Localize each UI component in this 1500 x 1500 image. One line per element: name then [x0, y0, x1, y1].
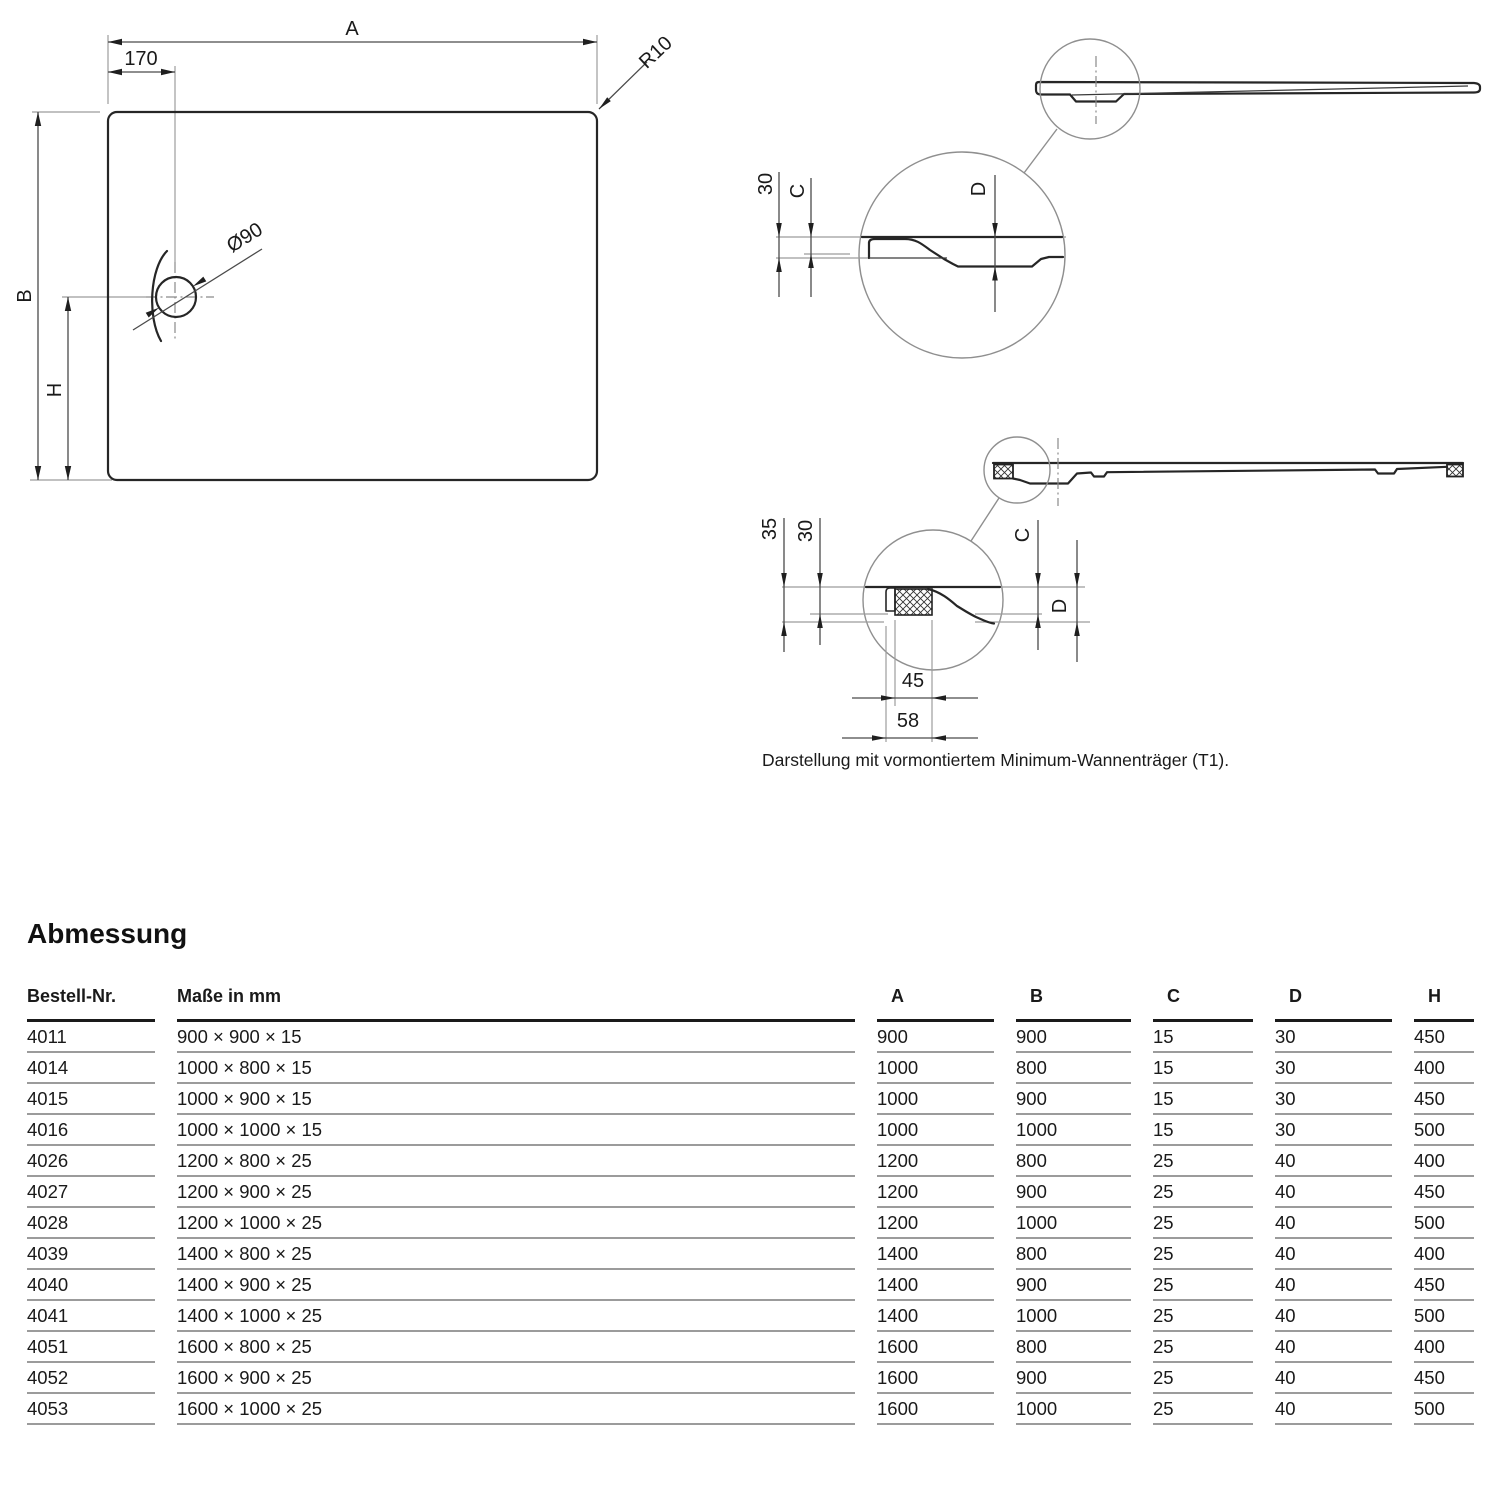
table-cell: 40: [1275, 1332, 1392, 1363]
table-cell: 15: [1153, 1022, 1253, 1053]
col-header-d: D: [1275, 970, 1392, 1022]
table-cell: 40: [1275, 1270, 1392, 1301]
col-header-masse: Maße in mm: [177, 970, 855, 1022]
table-row: [27, 1394, 1474, 1425]
table-cell: 1600 × 800 × 25: [177, 1332, 855, 1363]
table-cell: 4014: [27, 1053, 155, 1084]
table-header-row: [27, 970, 1474, 1022]
table-cell: 4015: [27, 1084, 155, 1115]
table-cell: 800: [1016, 1332, 1131, 1363]
table-cell: 1000 × 800 × 15: [177, 1053, 855, 1084]
table-row: [27, 1208, 1474, 1239]
table-cell: 1400 × 800 × 25: [177, 1239, 855, 1270]
detail-profile: [869, 239, 1063, 267]
tray-profile: [1036, 82, 1480, 102]
table-cell: 1200 × 1000 × 25: [177, 1208, 855, 1239]
table-cell: 1000: [877, 1115, 994, 1146]
arrowhead: [776, 258, 782, 272]
table-cell: 1000: [1016, 1301, 1131, 1332]
table-cell: 1000: [877, 1084, 994, 1115]
col-header-c: C: [1153, 970, 1253, 1022]
table-cell: 800: [1016, 1053, 1131, 1084]
table-row: [27, 1332, 1474, 1363]
table-row: [27, 1177, 1474, 1208]
dim-label-D: D: [1049, 598, 1071, 614]
table-cell: 1600: [877, 1363, 994, 1394]
section-title: Abmessung: [27, 918, 188, 949]
table-cell: 30: [1275, 1115, 1392, 1146]
table-cell: 25: [1153, 1177, 1253, 1208]
dim-label-30: 30: [755, 172, 777, 196]
table-cell: 1600 × 900 × 25: [177, 1363, 855, 1394]
detail-sheet-curve: [928, 589, 994, 624]
table-row: [27, 1363, 1474, 1394]
table-cell: 4052: [27, 1363, 155, 1394]
arrowhead: [881, 695, 895, 701]
dim-label-58: 58: [896, 710, 920, 732]
arrowhead: [992, 223, 998, 237]
arrowhead: [781, 573, 787, 587]
table-row: [27, 1270, 1474, 1301]
table-cell: 450: [1414, 1177, 1474, 1208]
table-cell: 900: [1016, 1177, 1131, 1208]
detail-connector: [971, 498, 999, 541]
table-cell: 4053: [27, 1394, 155, 1425]
table-cell: 1600 × 1000 × 25: [177, 1394, 855, 1425]
arrowhead: [108, 69, 122, 75]
arrowhead: [1035, 614, 1041, 628]
arrowhead: [932, 695, 946, 701]
table-cell: 4028: [27, 1208, 155, 1239]
table-cell: 1000 × 1000 × 15: [177, 1115, 855, 1146]
table-cell: 900: [1016, 1084, 1131, 1115]
detail-circle-large: [863, 530, 1003, 670]
dimension-table: [5, 970, 1496, 1425]
arrowhead: [108, 39, 122, 45]
table-cell: 15: [1153, 1115, 1253, 1146]
support-block-left: [994, 465, 1013, 479]
plan-view-drawing: [0, 0, 720, 520]
tray-profile-bottom: [1013, 467, 1447, 484]
table-cell: 25: [1153, 1146, 1253, 1177]
table-cell: 900: [877, 1022, 994, 1053]
table-row: [27, 1053, 1474, 1084]
arrowhead: [1074, 573, 1080, 587]
table-cell: 25: [1153, 1208, 1253, 1239]
detail-rim: [886, 588, 895, 611]
dim-label-A: A: [345, 18, 359, 40]
arrowhead: [1035, 573, 1041, 587]
table-cell: 40: [1275, 1146, 1392, 1177]
tray-outline: [108, 112, 597, 480]
table-cell: 15: [1153, 1053, 1253, 1084]
arrowhead: [65, 466, 71, 480]
table-cell: 30: [1275, 1053, 1392, 1084]
table-cell: 40: [1275, 1177, 1392, 1208]
dim-label-B: B: [14, 289, 36, 303]
table-cell: 4039: [27, 1239, 155, 1270]
table-cell: 900: [1016, 1270, 1131, 1301]
dim-label-35: 35: [759, 517, 781, 541]
arrowhead: [932, 735, 946, 741]
table-cell: 40: [1275, 1208, 1392, 1239]
arrowhead: [65, 297, 71, 311]
dim-label-drain: Ø90: [222, 218, 267, 258]
table-cell: 25: [1153, 1239, 1253, 1270]
table-cell: 900 × 900 × 15: [177, 1022, 855, 1053]
table-cell: 4026: [27, 1146, 155, 1177]
table-cell: 15: [1153, 1084, 1253, 1115]
table-cell: 25: [1153, 1394, 1253, 1425]
table-cell: 1400: [877, 1239, 994, 1270]
dim-label-45: 45: [901, 670, 925, 692]
table-cell: 25: [1153, 1270, 1253, 1301]
dim-label-C: C: [1012, 527, 1034, 543]
table-cell: 1400: [877, 1270, 994, 1301]
dim-label-R10: R10: [634, 32, 677, 74]
table-cell: 500: [1414, 1394, 1474, 1425]
table-row: [27, 1022, 1474, 1053]
dim-label-H: H: [44, 382, 66, 398]
table-row: [27, 1239, 1474, 1270]
col-header-a: A: [877, 970, 994, 1022]
table-row: [27, 1146, 1474, 1177]
table-cell: 450: [1414, 1084, 1474, 1115]
detail-circle-large: [859, 152, 1065, 358]
dim-label-170: 170: [124, 48, 158, 70]
col-header-bestell-nr: Bestell-Nr.: [27, 970, 155, 1022]
table-cell: 1400: [877, 1301, 994, 1332]
detail-connector: [1024, 129, 1057, 173]
table-cell: 450: [1414, 1363, 1474, 1394]
arrowhead: [808, 223, 814, 237]
col-header-b: B: [1016, 970, 1131, 1022]
profile-drawing: [740, 20, 1500, 380]
table-row: [27, 1084, 1474, 1115]
arrowhead: [992, 267, 998, 281]
table-cell: 4040: [27, 1270, 155, 1301]
arrowhead: [808, 254, 814, 268]
arrowhead: [817, 573, 823, 587]
support-block-right: [1447, 465, 1463, 477]
table-cell: 800: [1016, 1146, 1131, 1177]
table-cell: 1200: [877, 1146, 994, 1177]
dim-label-C: C: [787, 183, 809, 199]
table-cell: 1200: [877, 1208, 994, 1239]
table-cell: 4041: [27, 1301, 155, 1332]
table-cell: 25: [1153, 1363, 1253, 1394]
table-cell: 4016: [27, 1115, 155, 1146]
table-cell: 25: [1153, 1332, 1253, 1363]
table-cell: 450: [1414, 1022, 1474, 1053]
drain-arc: [152, 251, 167, 341]
arrowhead: [35, 466, 41, 480]
table-cell: 30: [1275, 1022, 1392, 1053]
table-cell: 500: [1414, 1208, 1474, 1239]
detail-support-block: [895, 589, 932, 615]
table-cell: 400: [1414, 1146, 1474, 1177]
table-cell: 1400 × 1000 × 25: [177, 1301, 855, 1332]
table-cell: 1000: [877, 1053, 994, 1084]
table-cell: 1000: [1016, 1115, 1131, 1146]
table-cell: 400: [1414, 1332, 1474, 1363]
profile-with-support-drawing: [740, 400, 1500, 760]
arrowhead: [872, 735, 886, 741]
table-cell: 1000: [1016, 1208, 1131, 1239]
table-cell: 4027: [27, 1177, 155, 1208]
table-cell: 40: [1275, 1239, 1392, 1270]
arrowhead: [35, 112, 41, 126]
table-cell: 30: [1275, 1084, 1392, 1115]
table-cell: 900: [1016, 1022, 1131, 1053]
table-row: [27, 1115, 1474, 1146]
arrowhead: [583, 39, 597, 45]
dim-label-30: 30: [795, 519, 817, 543]
arrowhead: [161, 69, 175, 75]
dimension-table-body: [27, 1022, 1474, 1425]
table-cell: 1600: [877, 1394, 994, 1425]
table-cell: 400: [1414, 1053, 1474, 1084]
table-cell: 1200: [877, 1177, 994, 1208]
table-cell: 4011: [27, 1022, 155, 1053]
table-row: [27, 1301, 1474, 1332]
table-cell: 450: [1414, 1270, 1474, 1301]
arrowhead: [781, 622, 787, 636]
arrowhead: [776, 223, 782, 237]
drawing-caption: Darstellung mit vormontiertem Minimum-Wannenträger (T1).: [762, 750, 1230, 770]
col-header-h: H: [1414, 970, 1474, 1022]
table-cell: 25: [1153, 1301, 1253, 1332]
table-cell: 40: [1275, 1394, 1392, 1425]
table-cell: 900: [1016, 1363, 1131, 1394]
table-cell: 400: [1414, 1239, 1474, 1270]
table-cell: 500: [1414, 1115, 1474, 1146]
table-cell: 1200 × 800 × 25: [177, 1146, 855, 1177]
table-cell: 1000: [1016, 1394, 1131, 1425]
dim-label-D: D: [968, 181, 990, 197]
table-cell: 1600: [877, 1332, 994, 1363]
table-cell: 40: [1275, 1301, 1392, 1332]
table-cell: 1000 × 900 × 15: [177, 1084, 855, 1115]
arrowhead: [1074, 622, 1080, 636]
table-cell: 500: [1414, 1301, 1474, 1332]
table-cell: 1400 × 900 × 25: [177, 1270, 855, 1301]
arrowhead: [817, 614, 823, 628]
table-cell: 1200 × 900 × 25: [177, 1177, 855, 1208]
table-cell: 4051: [27, 1332, 155, 1363]
table-cell: 800: [1016, 1239, 1131, 1270]
table-cell: 40: [1275, 1363, 1392, 1394]
